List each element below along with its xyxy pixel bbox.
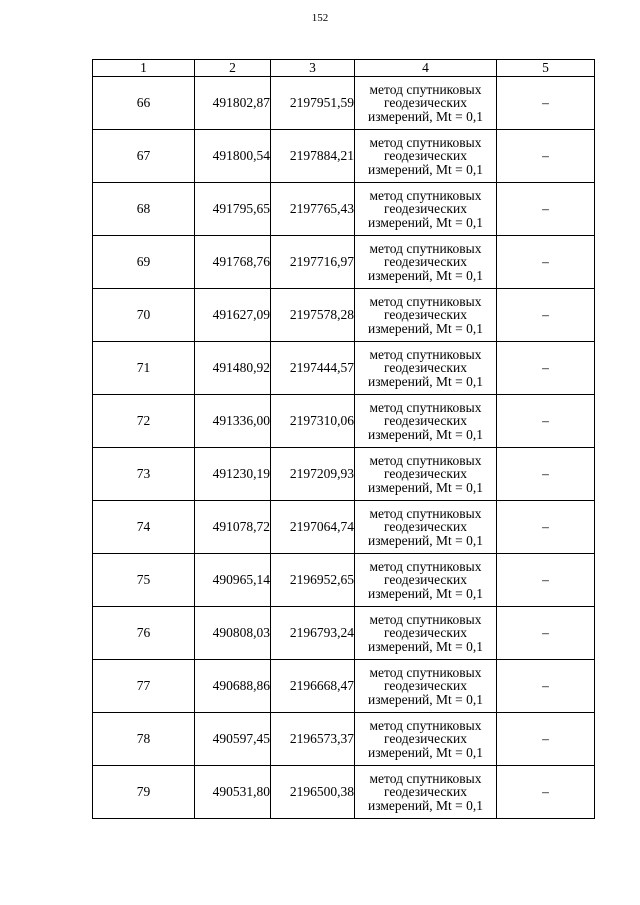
y-coordinate-cell: 2197951,59 xyxy=(271,77,355,130)
note-cell: – xyxy=(497,554,595,607)
y-coordinate-cell: 2196500,38 xyxy=(271,766,355,819)
method-cell xyxy=(355,501,497,554)
y-coordinate-cell: 2197444,57 xyxy=(271,342,355,395)
method-line: измерений, Mt = 0,1 xyxy=(367,532,484,548)
note-cell: – xyxy=(497,395,595,448)
table-row xyxy=(93,289,595,342)
y-coordinate-cell: 2196793,24 xyxy=(271,607,355,660)
table-body xyxy=(93,77,595,819)
point-number-cell: 72 xyxy=(93,395,195,448)
y-coordinate-cell: 2197716,97 xyxy=(271,236,355,289)
method-cell xyxy=(355,183,497,236)
method-line: метод спутниковых xyxy=(369,81,482,97)
method-line: геодезических xyxy=(384,572,467,588)
x-coordinate-cell: 491078,72 xyxy=(195,501,271,554)
method-line: измерений, Mt = 0,1 xyxy=(367,797,484,813)
method-line: геодезических xyxy=(384,201,467,217)
method-line: геодезических xyxy=(384,519,467,535)
method-cell xyxy=(355,448,497,501)
method-line: измерений, Mt = 0,1 xyxy=(367,108,484,124)
method-line: метод спутниковых xyxy=(369,558,482,574)
method-line: геодезических xyxy=(384,307,467,323)
table-row xyxy=(93,77,595,130)
table-row xyxy=(93,713,595,766)
method-line: геодезических xyxy=(384,466,467,482)
note-cell: – xyxy=(497,501,595,554)
method-line: геодезических xyxy=(384,148,467,164)
x-coordinate-cell: 491795,65 xyxy=(195,183,271,236)
table-row xyxy=(93,183,595,236)
method-cell xyxy=(355,713,497,766)
table-row xyxy=(93,448,595,501)
point-number-cell: 73 xyxy=(93,448,195,501)
method-line: метод спутниковых xyxy=(369,399,482,415)
method-line: измерений, Mt = 0,1 xyxy=(367,267,484,283)
page-number: 152 xyxy=(311,12,329,24)
x-coordinate-cell: 490688,86 xyxy=(195,660,271,713)
table-header xyxy=(93,60,595,77)
table-row xyxy=(93,130,595,183)
method-cell xyxy=(355,554,497,607)
y-coordinate-cell: 2197310,06 xyxy=(271,395,355,448)
point-number-cell: 66 xyxy=(93,77,195,130)
method-line: метод спутниковых xyxy=(369,293,482,309)
y-coordinate-cell: 2197578,28 xyxy=(271,289,355,342)
x-coordinate-cell: 491802,87 xyxy=(195,77,271,130)
point-number-cell: 75 xyxy=(93,554,195,607)
header-col-3: 3 xyxy=(271,60,355,77)
point-number-cell: 68 xyxy=(93,183,195,236)
note-cell: – xyxy=(497,130,595,183)
y-coordinate-cell: 2197064,74 xyxy=(271,501,355,554)
x-coordinate-cell: 491336,00 xyxy=(195,395,271,448)
point-number-cell: 71 xyxy=(93,342,195,395)
point-number-cell: 70 xyxy=(93,289,195,342)
note-cell: – xyxy=(497,448,595,501)
x-coordinate-cell: 490531,80 xyxy=(195,766,271,819)
method-cell xyxy=(355,130,497,183)
method-line: измерений, Mt = 0,1 xyxy=(367,426,484,442)
method-line: метод спутниковых xyxy=(369,346,482,362)
method-line: метод спутниковых xyxy=(369,134,482,150)
x-coordinate-cell: 491480,92 xyxy=(195,342,271,395)
point-number-cell: 74 xyxy=(93,501,195,554)
note-cell: – xyxy=(497,713,595,766)
method-line: геодезических xyxy=(384,731,467,747)
note-cell: – xyxy=(497,77,595,130)
note-cell: – xyxy=(497,660,595,713)
method-line: измерений, Mt = 0,1 xyxy=(367,373,484,389)
note-cell: – xyxy=(497,236,595,289)
point-number-cell: 79 xyxy=(93,766,195,819)
method-line: измерений, Mt = 0,1 xyxy=(367,320,484,336)
table-row xyxy=(93,342,595,395)
point-number-cell: 76 xyxy=(93,607,195,660)
method-line: метод спутниковых xyxy=(369,505,482,521)
point-number-cell: 69 xyxy=(93,236,195,289)
table-row xyxy=(93,660,595,713)
x-coordinate-cell: 491768,76 xyxy=(195,236,271,289)
method-cell xyxy=(355,660,497,713)
table-row xyxy=(93,554,595,607)
y-coordinate-cell: 2196668,47 xyxy=(271,660,355,713)
x-coordinate-cell: 490808,03 xyxy=(195,607,271,660)
y-coordinate-cell: 2196952,65 xyxy=(271,554,355,607)
x-coordinate-cell: 491627,09 xyxy=(195,289,271,342)
header-col-1: 1 xyxy=(93,60,195,77)
method-line: геодезических xyxy=(384,784,467,800)
note-cell: – xyxy=(497,342,595,395)
method-line: измерений, Mt = 0,1 xyxy=(367,161,484,177)
method-cell xyxy=(355,236,497,289)
header-col-4: 4 xyxy=(355,60,497,77)
method-line: измерений, Mt = 0,1 xyxy=(367,214,484,230)
method-cell xyxy=(355,395,497,448)
point-number-cell: 77 xyxy=(93,660,195,713)
point-number-cell: 78 xyxy=(93,713,195,766)
note-cell: – xyxy=(497,289,595,342)
header-col-5: 5 xyxy=(497,60,595,77)
method-line: геодезических xyxy=(384,95,467,111)
y-coordinate-cell: 2197884,21 xyxy=(271,130,355,183)
method-line: измерений, Mt = 0,1 xyxy=(367,744,484,760)
method-line: метод спутниковых xyxy=(369,770,482,786)
method-line: геодезических xyxy=(384,360,467,376)
table-row xyxy=(93,607,595,660)
method-cell xyxy=(355,766,497,819)
method-cell xyxy=(355,289,497,342)
method-line: измерений, Mt = 0,1 xyxy=(367,638,484,654)
coordinates-table xyxy=(92,59,595,819)
method-cell xyxy=(355,607,497,660)
point-number-cell: 67 xyxy=(93,130,195,183)
note-cell: – xyxy=(497,607,595,660)
x-coordinate-cell: 490965,14 xyxy=(195,554,271,607)
x-coordinate-cell: 491230,19 xyxy=(195,448,271,501)
note-cell: – xyxy=(497,183,595,236)
method-cell xyxy=(355,342,497,395)
note-cell: – xyxy=(497,766,595,819)
method-line: метод спутниковых xyxy=(369,240,482,256)
y-coordinate-cell: 2196573,37 xyxy=(271,713,355,766)
table-row xyxy=(93,501,595,554)
table-row xyxy=(93,236,595,289)
method-line: метод спутниковых xyxy=(369,717,482,733)
method-line: геодезических xyxy=(384,413,467,429)
method-line: метод спутниковых xyxy=(369,611,482,627)
y-coordinate-cell: 2197209,93 xyxy=(271,448,355,501)
y-coordinate-cell: 2197765,43 xyxy=(271,183,355,236)
method-line: измерений, Mt = 0,1 xyxy=(367,585,484,601)
x-coordinate-cell: 491800,54 xyxy=(195,130,271,183)
x-coordinate-cell: 490597,45 xyxy=(195,713,271,766)
method-line: метод спутниковых xyxy=(369,664,482,680)
header-row xyxy=(93,60,595,77)
table-row xyxy=(93,766,595,819)
method-line: геодезических xyxy=(384,678,467,694)
method-line: измерений, Mt = 0,1 xyxy=(367,691,484,707)
method-cell xyxy=(355,77,497,130)
method-line: геодезических xyxy=(384,254,467,270)
method-line: измерений, Mt = 0,1 xyxy=(367,479,484,495)
header-col-2: 2 xyxy=(195,60,271,77)
table-row xyxy=(93,395,595,448)
method-line: геодезических xyxy=(384,625,467,641)
method-line: метод спутниковых xyxy=(369,452,482,468)
method-line: метод спутниковых xyxy=(369,187,482,203)
